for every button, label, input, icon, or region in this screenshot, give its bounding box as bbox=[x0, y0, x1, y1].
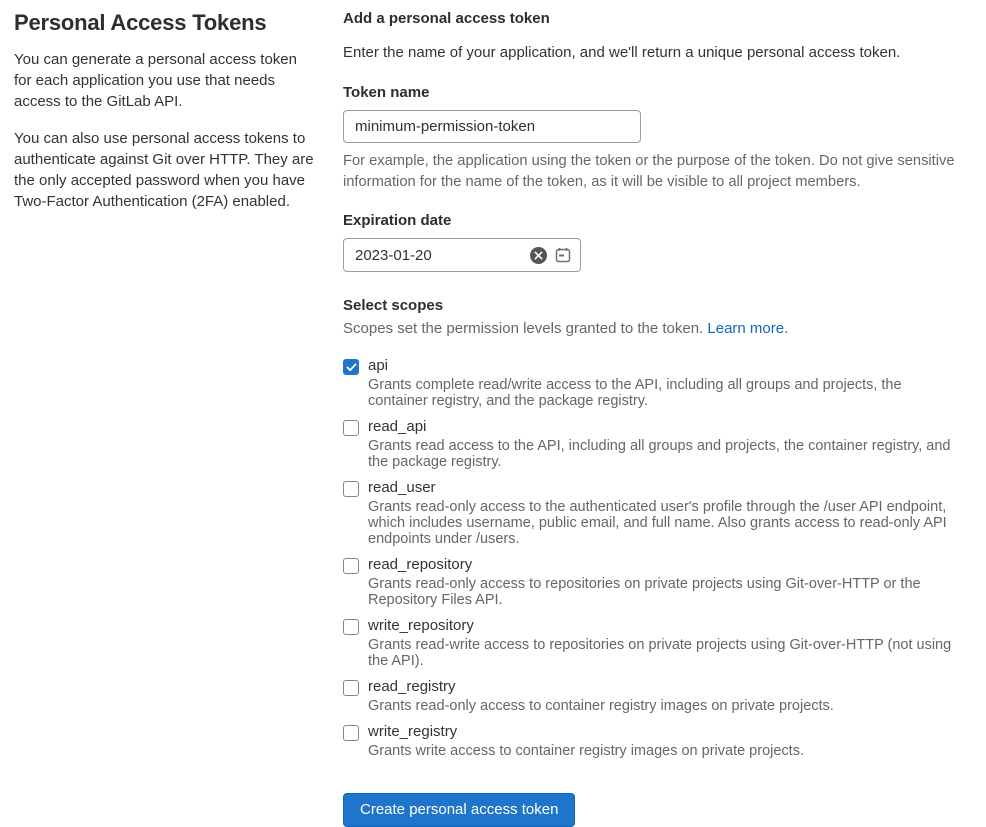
scope-label-read-user[interactable]: read_user bbox=[368, 479, 436, 496]
select-scopes-label: Select scopes bbox=[343, 297, 444, 314]
scope-label-write-registry[interactable]: write_registry bbox=[368, 723, 458, 740]
scope-label-write-repository[interactable]: write_repository bbox=[368, 617, 474, 634]
scope-checkbox-api[interactable] bbox=[343, 359, 359, 375]
scope-checkbox-read-api[interactable] bbox=[343, 420, 359, 436]
expiration-date-input[interactable] bbox=[344, 247, 530, 264]
sidebar-paragraph-2: You can also use personal access tokens to authenticate against Git over HTTP. They are the only accepted password when you have Two-Factor Authentication (2FA) enabled. bbox=[14, 130, 314, 210]
scope-checkbox-write-registry[interactable] bbox=[343, 725, 359, 741]
scope-item-write-registry bbox=[343, 722, 963, 759]
scope-item-read-repository bbox=[343, 555, 963, 608]
scope-checkbox-read-registry[interactable] bbox=[343, 680, 359, 696]
select-scopes-section bbox=[343, 297, 963, 759]
scope-description-api: Grants complete read/write access to the API, including all groups and projects, the container registry, and the package registry. bbox=[368, 377, 902, 409]
scope-item-api bbox=[343, 356, 963, 409]
scope-description-read-repository: Grants read-only access to repositories on private projects using Git-over-HTTP or the Repository Files API. bbox=[368, 576, 921, 608]
token-name-input[interactable] bbox=[343, 110, 641, 143]
sidebar-paragraph-1: You can generate a personal access token for each application you use that needs access to the GitLab API. bbox=[14, 51, 297, 110]
expiration-date-field bbox=[343, 238, 581, 272]
token-name-group bbox=[343, 84, 963, 193]
scope-description-read-registry: Grants read-only access to container registry images on private projects. bbox=[368, 698, 834, 714]
expiration-date-label: Expiration date bbox=[343, 212, 452, 229]
calendar-icon[interactable] bbox=[555, 247, 571, 263]
scope-checkbox-write-repository[interactable] bbox=[343, 619, 359, 635]
add-token-form bbox=[343, 0, 963, 827]
scope-label-api[interactable]: api bbox=[368, 357, 389, 374]
form-subtitle: Enter the name of your application, and we'll return a unique personal access token. bbox=[343, 44, 901, 61]
scopes-description-text: Scopes set the permission levels granted to the token. bbox=[343, 320, 704, 337]
scope-description-read-api: Grants read access to the API, including all groups and projects, the container registry, and the package registry. bbox=[368, 438, 951, 470]
token-name-label: Token name bbox=[343, 84, 430, 101]
description-sidebar bbox=[14, 0, 317, 827]
create-token-button[interactable]: Create personal access token bbox=[343, 793, 575, 827]
scope-item-read-user bbox=[343, 478, 963, 547]
page-title: Personal Access Tokens bbox=[14, 10, 267, 35]
scope-label-read-repository[interactable]: read_repository bbox=[368, 556, 473, 573]
scope-item-read-api bbox=[343, 417, 963, 470]
scopes-description bbox=[343, 320, 963, 337]
scope-item-write-repository bbox=[343, 616, 963, 669]
scope-label-read-registry[interactable]: read_registry bbox=[368, 678, 456, 695]
form-title: Add a personal access token bbox=[343, 10, 550, 27]
scope-label-read-api[interactable]: read_api bbox=[368, 418, 427, 435]
scope-description-write-repository: Grants read-write access to repositories on private projects using Git-over-HTTP (not using the API). bbox=[368, 637, 952, 669]
scope-description-read-user: Grants read-only access to the authenticated user's profile through the /user API endpoint, which includes username, public email, and full name. Also grants access to read-only API endpoints under /users. bbox=[368, 499, 947, 547]
token-name-help: For example, the application using the token or the purpose of the token. Do not give sensitive information for the name of the token, as it will be visible to all project members. bbox=[343, 153, 955, 190]
scope-item-read-registry bbox=[343, 677, 963, 714]
scope-checkbox-read-user[interactable] bbox=[343, 481, 359, 497]
learn-more-link[interactable]: Learn more. bbox=[707, 320, 789, 337]
clear-icon[interactable] bbox=[530, 247, 547, 264]
scope-checkbox-read-repository[interactable] bbox=[343, 558, 359, 574]
scope-description-write-registry: Grants write access to container registry images on private projects. bbox=[368, 743, 804, 759]
expiration-date-group bbox=[343, 212, 963, 272]
